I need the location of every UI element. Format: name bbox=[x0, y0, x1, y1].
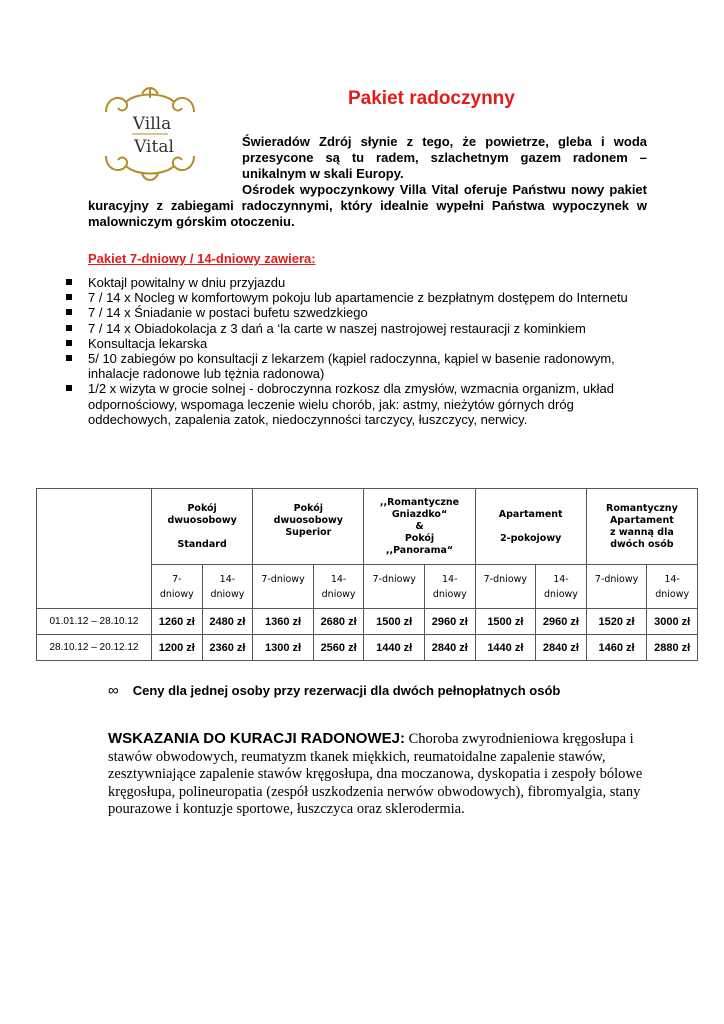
period-cell: 28.10.12 – 20.12.12 bbox=[37, 635, 152, 661]
price-cell: 1520 zł bbox=[586, 609, 647, 635]
duration-cell: 14- dniowy bbox=[536, 565, 587, 609]
list-item: 7 / 14 x Obiadokolacja z 3 dań a ‘la carte w naszej nastrojowej restauracji z kominkiem bbox=[66, 321, 656, 336]
logo-line2: Vital bbox=[134, 137, 174, 157]
list-item: 1/2 x wizyta w grocie solnej - dobroczynna rozkosz dla zmysłów, wzmacnia organizm, układ odpornościowy, wspomaga leczenie wielu chorób, jak: astmy, nieżytów górnych dróg oddechowych, zapalenia zatok, niedoczynności tarczycy, łuszczycy, nerwicy. bbox=[66, 381, 656, 427]
bullet-icon bbox=[66, 340, 72, 346]
room-romantic-header: ,,Romantyczne Gniazdko“ & Pokój ,,Panorama“ bbox=[364, 489, 475, 565]
list-item: 7 / 14 x Nocleg w komfortowym pokoju lub apartamencie z bezpłatnym dostępem do Internetu bbox=[66, 290, 656, 305]
price-note-text: Ceny dla jednej osoby przy rezerwacji dla dwóch pełnopłatnych osób bbox=[132, 683, 561, 698]
price-cell: 1460 zł bbox=[586, 635, 647, 661]
villa-vital-logo bbox=[96, 84, 204, 184]
price-table bbox=[36, 488, 698, 661]
intro-paragraph-1: Świeradów Zdrój słynie z tego, że powietrze, gleba i woda przesycone są tu radem, szlachetnym gazem radonem – unikalnym w skali Europy. bbox=[242, 134, 647, 181]
bullet-icon bbox=[66, 355, 72, 361]
infinity-bullet-icon: ∞ bbox=[108, 682, 119, 699]
package-items-list bbox=[66, 275, 656, 427]
empty-corner-cell bbox=[37, 489, 152, 609]
price-cell: 1500 zł bbox=[364, 609, 425, 635]
price-cell: 2480 zł bbox=[202, 609, 253, 635]
period-cell: 01.01.12 – 28.10.12 bbox=[37, 609, 152, 635]
room-romantic-apartment-header: Romantyczny Apartament z wanną dla dwóch osób bbox=[586, 489, 697, 565]
table-row bbox=[37, 609, 698, 635]
duration-cell: 14- dniowy bbox=[202, 565, 253, 609]
price-cell: 2880 zł bbox=[647, 635, 698, 661]
logo-bottom-ornament bbox=[106, 156, 194, 180]
price-cell: 2960 zł bbox=[536, 609, 587, 635]
indications-section bbox=[108, 730, 648, 819]
price-cell: 1500 zł bbox=[475, 609, 536, 635]
room-standard-header: Pokój dwuosobowy Standard bbox=[152, 489, 253, 565]
page-title: Pakiet radoczynny bbox=[348, 88, 515, 109]
price-cell: 1200 zł bbox=[152, 635, 203, 661]
bullet-icon bbox=[66, 385, 72, 391]
duration-cell: 7-dniowy bbox=[586, 565, 647, 609]
list-item: 7 / 14 x Śniadanie w postaci bufetu szwedzkiego bbox=[66, 305, 656, 320]
list-item: 5/ 10 zabiegów po konsultacji z lekarzem (kąpiel radoczynna, kąpiel w basenie radonowym, inhalacje radonowe lub tężnia radonowa) bbox=[66, 351, 656, 381]
indications-text: Choroba zwyrodnieniowa kręgosłupa i stawów obwodowych, reumatyzm tkanek miękkich, reumatoidalne zapalenie stawów, zesztywniające zapalenie stawów kręgosłupa, dna moczanowa, dyskopatia i zespoły bólowe kręgosłupa, polineuropatia (zespół uszkodzenia nerwów obwodowych), fibromyalgia, stany pourazowe i kontuzje sportowe, łuszczyca oraz sklerodermia. bbox=[108, 731, 643, 817]
duration-cell: 14- dniowy bbox=[313, 565, 364, 609]
logo-top-ornament bbox=[106, 88, 194, 112]
price-cell: 2680 zł bbox=[313, 609, 364, 635]
duration-cell: 7- dniowy bbox=[152, 565, 203, 609]
price-cell: 1260 zł bbox=[152, 609, 203, 635]
price-cell: 1300 zł bbox=[253, 635, 314, 661]
package-heading: Pakiet 7-dniowy / 14-dniowy zawiera: bbox=[88, 251, 316, 266]
table-row bbox=[37, 635, 698, 661]
price-cell: 2840 zł bbox=[424, 635, 475, 661]
duration-cell: 7-dniowy bbox=[364, 565, 425, 609]
room-superior-header: Pokój dwuosobowy Superior bbox=[253, 489, 364, 565]
price-cell: 1360 zł bbox=[253, 609, 314, 635]
price-cell: 2840 zł bbox=[536, 635, 587, 661]
indications-heading: WSKAZANIA DO KURACJI RADONOWEJ: bbox=[108, 730, 405, 747]
room-apartment-header: Apartament 2-pokojowy bbox=[475, 489, 586, 565]
price-cell: 1440 zł bbox=[364, 635, 425, 661]
duration-cell: 14- dniowy bbox=[647, 565, 698, 609]
price-cell: 2960 zł bbox=[424, 609, 475, 635]
logo-line1: Villa bbox=[132, 114, 172, 134]
duration-cell: 14- dniowy bbox=[424, 565, 475, 609]
price-cell: 2360 zł bbox=[202, 635, 253, 661]
table-header-row bbox=[37, 489, 698, 565]
list-item: Koktajl powitalny w dniu przyjazdu bbox=[66, 275, 656, 290]
price-note bbox=[108, 682, 560, 699]
bullet-icon bbox=[66, 294, 72, 300]
bullet-icon bbox=[66, 325, 72, 331]
list-item: Konsultacja lekarska bbox=[66, 336, 656, 351]
price-cell: 2560 zł bbox=[313, 635, 364, 661]
bullet-icon bbox=[66, 309, 72, 315]
duration-cell: 7-dniowy bbox=[253, 565, 314, 609]
price-cell: 3000 zł bbox=[647, 609, 698, 635]
price-cell: 1440 zł bbox=[475, 635, 536, 661]
duration-cell: 7-dniowy bbox=[475, 565, 536, 609]
intro-paragraph-2: Ośrodek wypoczynkowy Villa Vital oferuje Państwu nowy pakiet kuracyjny z zabiegami radoczynnymi, który idealnie wypełni Państwa wypoczynek w malowniczym górskim otoczeniu. bbox=[88, 182, 647, 229]
bullet-icon bbox=[66, 279, 72, 285]
